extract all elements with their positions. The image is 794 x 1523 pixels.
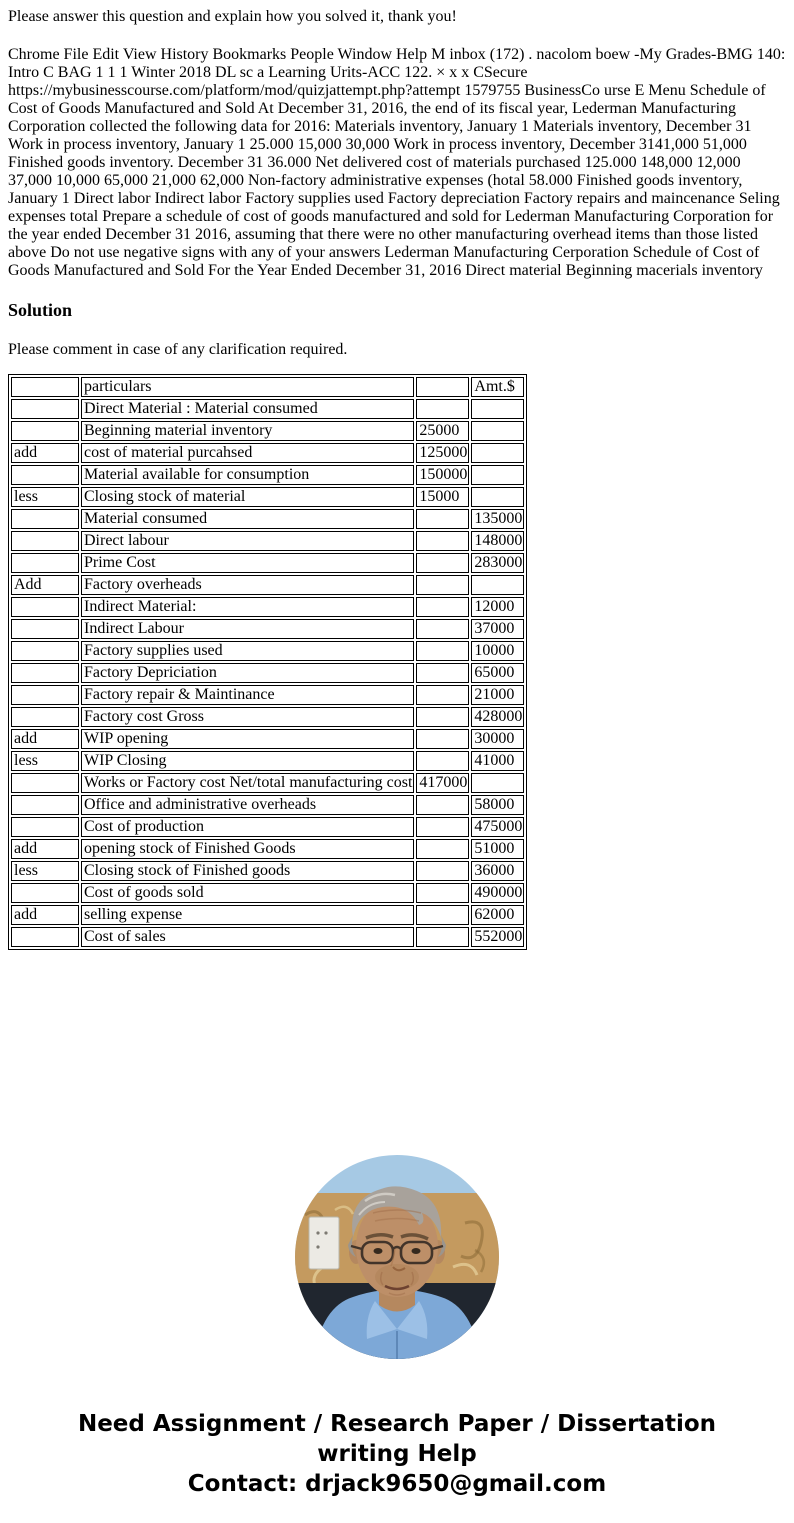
amount-cell: 150000 [416,465,469,485]
amt-total-cell: 475000 [471,817,524,837]
amount-cell [416,399,469,419]
amt-total-cell: 21000 [471,685,524,705]
table-row [11,465,524,485]
particulars-cell: opening stock of Finished Goods [81,839,414,859]
amt-total-cell: 51000 [471,839,524,859]
amt-total-cell: 12000 [471,597,524,617]
footer-contact-block [8,1409,786,1499]
footer-line-2: writing Help [317,1441,477,1467]
table-row [11,751,524,771]
amt-total-cell: 41000 [471,751,524,771]
particulars-cell: Works or Factory cost Net/total manufacturing cost [81,773,414,793]
clarification-note: Please comment in case of any clarification required. [8,341,348,358]
amount-cell [416,883,469,903]
op-cell: add [11,729,79,749]
amount-cell [416,817,469,837]
amount-cell [416,597,469,617]
particulars-cell: WIP Closing [81,751,414,771]
solution-table-body [11,377,524,947]
table-row [11,597,524,617]
amount-cell [416,751,469,771]
op-cell [11,641,79,661]
footer-contact-email: Contact: drjack9650@gmail.com [187,1471,607,1497]
op-cell [11,795,79,815]
amount-cell [416,531,469,551]
amt-total-cell: 552000 [471,927,524,947]
amount-cell [416,795,469,815]
op-cell: add [11,905,79,925]
table-row [11,861,524,881]
amt-total-cell: 148000 [471,531,524,551]
amount-cell [416,729,469,749]
particulars-cell: Factory supplies used [81,641,414,661]
amt-total-cell: 283000 [471,553,524,573]
amt-total-cell [471,443,524,463]
op-cell [11,685,79,705]
solution-heading: Solution [8,300,73,320]
particulars-cell: cost of material purcahsed [81,443,414,463]
particulars-cell: Direct Material : Material consumed [81,399,414,419]
op-cell [11,553,79,573]
amt-total-cell [471,575,524,595]
particulars-cell: Closing stock of Finished goods [81,861,414,881]
amount-cell [416,861,469,881]
amount-cell: 417000 [416,773,469,793]
op-cell [11,531,79,551]
amt-total-cell [471,465,524,485]
particulars-cell: Indirect Material: [81,597,414,617]
table-row [11,927,524,947]
amount-cell [416,685,469,705]
op-cell [11,465,79,485]
table-row [11,773,524,793]
amt-total-cell: 490000 [471,883,524,903]
amount-cell [416,641,469,661]
op-cell: less [11,861,79,881]
table-row [11,553,524,573]
amt-total-cell: 62000 [471,905,524,925]
table-row [11,619,524,639]
table-row [11,641,524,661]
amt-total-cell [471,487,524,507]
amount-cell [416,619,469,639]
op-cell [11,377,79,397]
table-row [11,421,524,441]
amt-total-cell: 37000 [471,619,524,639]
particulars-cell: particulars [81,377,414,397]
particulars-cell: Factory repair & Maintinance [81,685,414,705]
particulars-cell: selling expense [81,905,414,925]
cost-schedule-table [8,374,527,950]
amt-total-cell: 10000 [471,641,524,661]
particulars-cell: Prime Cost [81,553,414,573]
particulars-cell: Direct labour [81,531,414,551]
op-cell: Add [11,575,79,595]
avatar-container [8,1155,786,1359]
table-row [11,685,524,705]
table-row [11,399,524,419]
amount-cell [416,509,469,529]
particulars-cell: Beginning material inventory [81,421,414,441]
particulars-cell: Cost of production [81,817,414,837]
footer-line-1: Need Assignment / Research Paper / Dissertation [77,1411,717,1437]
amt-total-cell: 36000 [471,861,524,881]
amt-total-cell: 135000 [471,509,524,529]
amount-cell [416,377,469,397]
table-row [11,575,524,595]
op-cell: add [11,839,79,859]
question-text: Chrome File Edit View History Bookmarks People Window Help M inbox (172) . nacolom boew -My Grades-BMG 140: Intro C BAG 1 1 1 Winter 2018 DL sc a Learning Urits-ACC 122. × x x CSecure https://mybusinesscourse.com/platform/mod/quizjattempt.php?attempt 1579755 BusinessCo urse E Menu Schedule of Cost of Goods Manufactured and Sold At December 31, 2016, the end of its fiscal year, Lederman Manufacturing Corporation collected the following data for 2016: Materials inventory, January 1 Materials inventory, December 31 Work in process inventory, January 1 25.000 15,000 30,000 Work in process inventory, December 3141,000 51,000 Finished goods inventory. December 31 36.000 Net delivered cost of materials purchased 125.000 148,000 12,000 37,000 10,000 65,000 21,000 62,000 Non-factory administrative expenses (hotal 58.000 Finished goods inventory, January 1 Direct labor Indirect labor Factory supplies used Factory depreciation Factory repairs and maincenance Seling expenses total Prepare a schedule of cost of goods manufactured and sold for Lederman Manufacturing Corporation for the year ended December 31 2016, assuming that there were no other manufacturing overhead items than those listed above Do not use negative signs with any of your answers Lederman Manufacturing Cerporation Schedule of Cost of Goods Manufactured and Sold For the Year Ended December 31, 2016 Direct material Beginning macerials inventory [8,46,786,279]
table-row [11,795,524,815]
op-cell [11,421,79,441]
op-cell [11,817,79,837]
table-row [11,729,524,749]
op-cell: less [11,487,79,507]
table-row [11,883,524,903]
table-row [11,817,524,837]
op-cell [11,927,79,947]
amount-cell [416,707,469,727]
table-row [11,487,524,507]
amt-total-cell: 30000 [471,729,524,749]
particulars-cell: Office and administrative overheads [81,795,414,815]
op-cell [11,663,79,683]
op-cell [11,883,79,903]
particulars-cell: Material available for consumption [81,465,414,485]
amount-cell: 25000 [416,421,469,441]
amt-total-cell: 58000 [471,795,524,815]
particulars-cell: WIP opening [81,729,414,749]
table-row [11,531,524,551]
avatar-wall-panel [309,1217,339,1269]
amt-total-cell [471,421,524,441]
op-cell [11,597,79,617]
op-cell [11,707,79,727]
amount-cell [416,905,469,925]
amt-total-cell: 428000 [471,707,524,727]
op-cell: add [11,443,79,463]
amount-cell: 125000 [416,443,469,463]
amount-cell [416,927,469,947]
particulars-cell: Factory cost Gross [81,707,414,727]
op-cell: less [11,751,79,771]
amount-cell [416,575,469,595]
particulars-cell: Cost of sales [81,927,414,947]
avatar [295,1155,499,1359]
amt-total-cell [471,773,524,793]
amount-cell [416,839,469,859]
amt-total-cell [471,399,524,419]
table-row [11,663,524,683]
particulars-cell: Material consumed [81,509,414,529]
amt-total-cell: Amt.$ [471,377,524,397]
table-row [11,377,524,397]
table-row [11,839,524,859]
particulars-cell: Factory overheads [81,575,414,595]
amount-cell [416,663,469,683]
op-cell [11,619,79,639]
particulars-cell: Indirect Labour [81,619,414,639]
amt-total-cell: 65000 [471,663,524,683]
op-cell [11,399,79,419]
particulars-cell: Factory Depriciation [81,663,414,683]
table-row [11,707,524,727]
table-row [11,509,524,529]
amount-cell: 15000 [416,487,469,507]
table-row [11,443,524,463]
particulars-cell: Closing stock of material [81,487,414,507]
op-cell [11,773,79,793]
op-cell [11,509,79,529]
request-line: Please answer this question and explain how you solved it, thank you! [8,8,457,25]
particulars-cell: Cost of goods sold [81,883,414,903]
amount-cell [416,553,469,573]
table-row [11,905,524,925]
